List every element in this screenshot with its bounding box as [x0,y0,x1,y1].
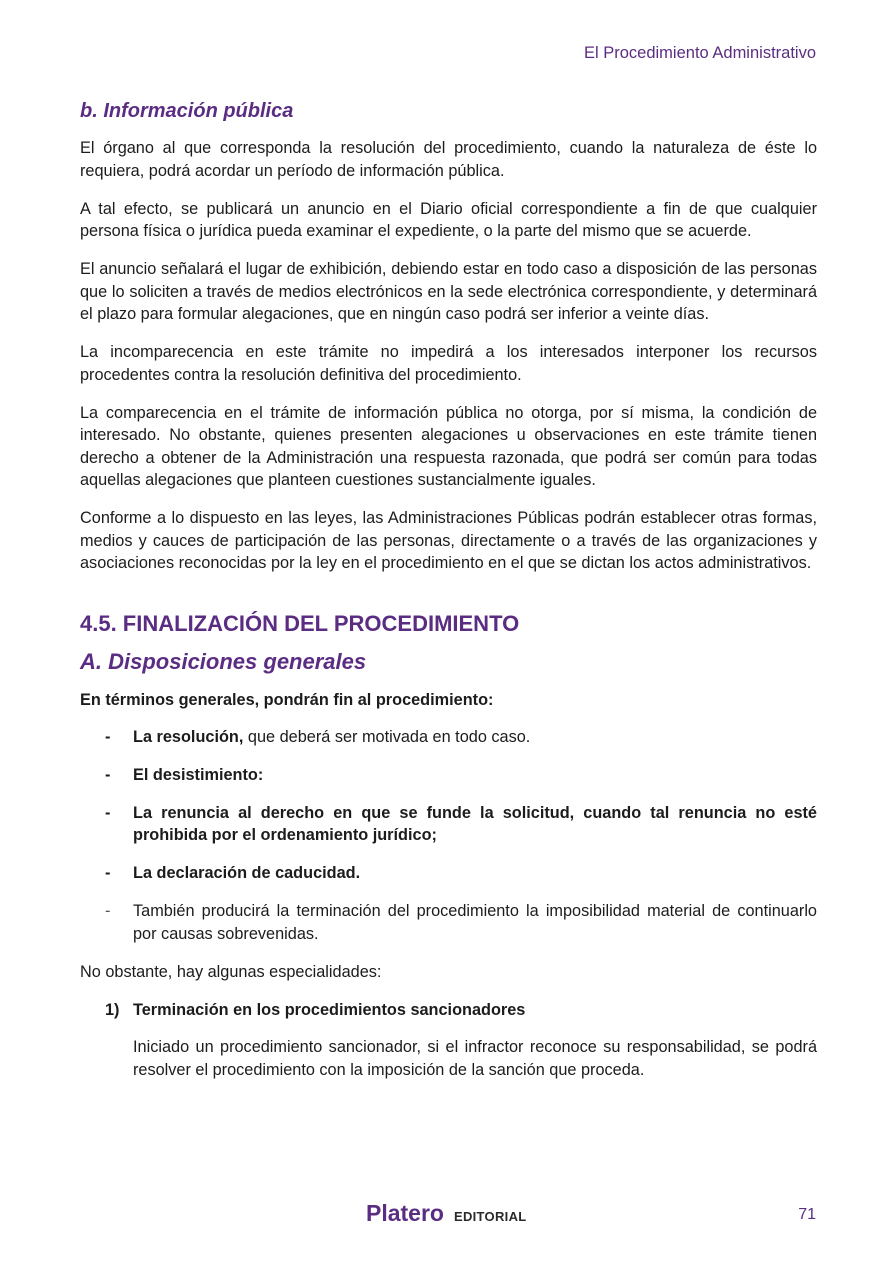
paragraph: El órgano al que corresponda la resolución del procedimiento, cuando la naturaleza de éste lo requiera, podrá acordar un período de información pública. [80,139,817,180]
dash-marker: - [105,727,111,746]
list-lead: En términos generales, pondrán fin al procedimiento: [80,690,494,709]
paragraph: Conforme a lo dispuesto en las leyes, las Administraciones Públicas podrán establecer otras formas, medios y cauces de participación de las personas, directamente o a través de las organizaciones y asociaciones reconocidas por la ley en el procedimiento en el que se dictan los actos administrativos. [80,509,817,572]
publisher-logo [366,1200,527,1227]
list-item [80,862,817,885]
paragraph: La comparecencia en el trámite de información pública no otorga, por sí misma, la condición de interesado. No obstante, quienes presenten alegaciones u observaciones en este trámite tienen derecho a obtener de la Administración una respuesta razonada, que podrá ser común para todas aquellas alegaciones que planteen cuestiones sustancialmente iguales. [80,403,817,489]
list-item [80,764,817,787]
item-number: 1) [105,1000,120,1019]
list-item-bold: La declaración de caducidad. [133,864,361,882]
paragraph: No obstante, hay algunas especialidades: [80,962,382,981]
dash-marker: - [105,864,111,882]
list-item [80,802,817,847]
list-item-text: También producirá la terminación del procedimiento la imposibilidad material de continuarlo por causas sobrevenidas. [133,902,817,943]
running-header: El Procedimiento Administrativo [583,44,816,62]
page-number: 71 [798,1206,816,1223]
list-item-bold: El desistimiento: [133,765,264,784]
dash-marker: - [105,803,111,822]
numbered-item-title [80,999,817,1022]
subsection-heading-b: b. Información pública [80,100,294,122]
paragraph: El anuncio señalará el lugar de exhibición, debiendo estar en todo caso a disposición de las personas que lo soliciten a través de medios electrónicos en la sede electrónica correspondiente, y determinará el plazo para formular alegaciones, que en ningún caso podrá ser inferior a veinte días. [80,260,817,323]
dash-marker: - [105,902,111,920]
section-heading: 4.5. FINALIZACIÓN DEL PROCEDIMIENTO [80,610,520,636]
list-item-bold: La resolución, [133,727,244,746]
termination-list [80,726,817,946]
list-item-text: que deberá ser motivada en todo caso. [243,727,531,746]
numbered-item-heading: Terminación en los procedimientos sancionadores [133,1000,526,1019]
list-item [80,726,817,749]
dash-marker: - [105,765,111,784]
brand-subtitle: EDITORIAL [453,1209,527,1224]
page-content [80,100,817,1081]
list-item-bold: La renuncia al derecho en que se funde la solicitud, cuando tal renuncia no esté prohibida por el ordenamiento jurídico; [133,803,817,844]
brand-name: Platero [366,1200,444,1226]
list-item [80,900,817,945]
paragraph: A tal efecto, se publicará un anuncio en el Diario oficial correspondiente a fin de que cualquier persona física o jurídica pueda examinar el expediente, o la parte del mismo que se acuerde. [80,199,817,240]
subsection-heading-a: A. Disposiciones generales [80,648,367,674]
paragraph: La incomparecencia en este trámite no impedirá a los interesados interponer los recursos procedentes contra la resolución definitiva del procedimiento. [80,343,817,384]
numbered-item-text: Iniciado un procedimiento sancionador, si el infractor reconoce su responsabilidad, se podrá resolver el procedimiento con la imposición de la sanción que proceda. [133,1038,817,1079]
